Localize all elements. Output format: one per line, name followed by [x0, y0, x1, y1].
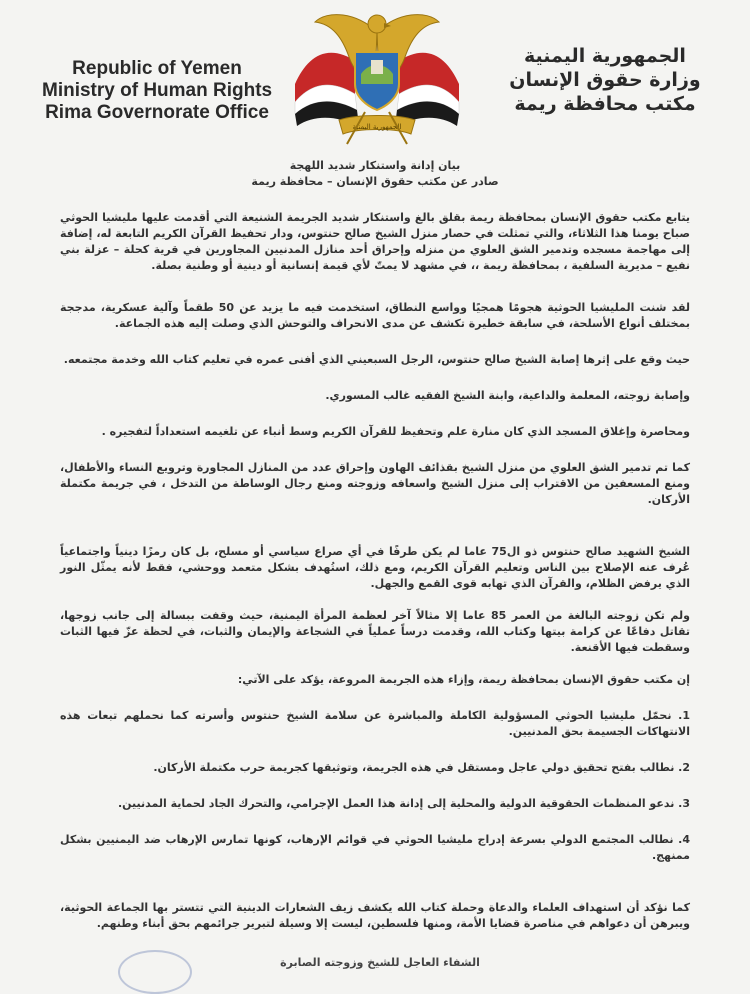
statement-subtitle: صادر عن مكتب حقوق الإنسان – محافظة ريمة: [251, 175, 499, 188]
header-en-ministry: Ministry of Human Rights: [42, 80, 273, 101]
paragraph-mosque: ومحاصرة وإغلاق المسجد الذي كان منارة علم وتحفيظ للقرآن الكريم وسط أنباء عن تلغيمه استعداداً لتفجيره .: [101, 425, 690, 438]
svg-text:الجمهورية اليمنية: الجمهورية اليمنية: [352, 123, 402, 131]
footer-line: الشفاء العاجل للشيخ وزوجته الصابرة: [280, 956, 480, 969]
paragraph-attack: لقد شنت المليشيا الحوثية هجومًا همجيًا وواسع النطاق، استخدمت فيه ما يزيد عن 50 طقماً وآلية عسكرية، مدججة بمختلف أنواع الأسلحة، في سابقة خطيرة تكشف عن مدى الانحراف والتوحش الذي وصلت إليه هذه الجماعة.: [60, 301, 691, 330]
paragraph-wife-tribute: ولم تكن زوجته البالغة من العمر 85 عاما إلا مثالاً آخر لعظمة المرأة اليمنية، حيث وقفت ببسالة إلى جانب زوجها، تقاتل دفاعًا عن كرامة بيتها وكتاب الله، وقدمت درساً عملياً في الشجاعة والإيمان والثبات، في لحظة عزّ فيها الثبات وسقطت فيها الأقنعة.: [60, 609, 691, 654]
paragraph-wife: وإصابة زوجته، المعلمة والداعية، وابنة الشيخ الفقيه غالب المسوري.: [325, 389, 690, 402]
statement-body: [60, 158, 690, 948]
paragraph-injury: حيث وقع على إثرها إصابة الشيخ صالح حنتوس، الرجل السبعيني الذي أفنى عمره في تعليم كتاب الله وخدمة مجتمعه.: [63, 353, 690, 366]
paragraph-closing: كما نؤكد أن استهداف العلماء والدعاة وحملة كتاب الله يكشف زيف الشعارات الدينية التي تتستر بها الجماعة الحوثية، ويبرهن أن دعواهم في مناصرة قضايا الأمة، ومنها فلسطين، ليست إلا وسيلة لتبرير جرائمهم بحق أبناء وطنهم.: [60, 901, 690, 930]
paragraph-sheikh: الشيخ الشهيد صالح حنتوس ذو ال75 عاما لم يكن طرفًا في أي صراع سياسي أو مسلح، بل كان رمزًا دينياً واجتماعياً عُرف عنه الإصلاح بين الناس وتعليم القرآن الكريم، ومع ذلك، استُهدف بشكل متعمد ووحشي، فقط لأنه يمثّل النور الذي يرفض الظلام، والقرآن الذي تهابه قوى القمع والجهل.: [60, 545, 690, 590]
header-arabic: [500, 44, 710, 116]
header-en-office: Rima Governorate Office: [45, 102, 269, 123]
paragraph-intro: يتابع مكتب حقوق الإنسان بمحافظة ريمة بقلق بالغ واستنكار شديد الجريمة الشنيعة التي أقدمت عليها مليشيا الحوثي صباح يومنا هذا الثلاثاء، والتي تمثلت في حصار منزل الشيخ صالح حنتوس، ودار تحفيظ القرآن الكريم التابعة له، إضافة إلى مهاجمة مسجده وتدمير الشق العلوي من منزله وإحراق أحد منازل المدنيين المجاورين في قرية كحلة – عزلة بني نفيع – مديرية السلفية ، بمحافظة ريمة ،، في مشهد لا يمتّ لأي قيمة إنسانية أو دينية أو وطنية بصلة.: [60, 211, 690, 272]
demands-list: [60, 708, 690, 864]
header-english: [42, 58, 272, 124]
header-ar-country: الجمهورية اليمنية: [524, 45, 686, 67]
header-en-country: Republic of Yemen: [72, 58, 242, 79]
paragraph-destruction: كما تم تدمير الشق العلوي من منزل الشيخ بقذائف الهاون وإحراق عدد من المنازل المجاورة وترويع النساء والأطفال، ومنع المسعفين من الاقتراب إلى منزل الشيخ واسعافه وزوجته ومنع رجال الوساطة من التدخل ، في جريمة مكتملة الأركان.: [60, 461, 690, 506]
paragraph-affirm: إن مكتب حقوق الإنسان بمحافظة ريمة، وإزاء هذه الجريمة المروعة، يؤكد على الآتي:: [237, 673, 690, 686]
yemen-eagle-emblem-icon: [287, 2, 467, 152]
list-item: 4. نطالب المجتمع الدولي بسرعة إدراج مليشيا الحوثي في قوائم الإرهاب، كونها تمارس الإرهاب ضد اليمنيين بشكل ممنهج.: [60, 833, 690, 862]
header-ar-ministry: وزارة حقوق الإنسان: [509, 69, 701, 91]
header-ar-office: مكتب محافظة ريمة: [514, 93, 696, 115]
office-stamp-icon: [118, 950, 192, 994]
list-item: 2. نطالب بفتح تحقيق دولي عاجل ومستقل في هذه الجريمة، وتوثيقها كجريمة حرب مكتملة الأركان.: [153, 761, 690, 774]
list-item: 1. نحمّل مليشيا الحوثي المسؤولية الكاملة والمباشرة عن سلامة الشيخ حنتوس وأسرته كما نحملهم تبعات هذه الانتهاكات الجسيمة بحق المدنيين.: [60, 709, 690, 738]
statement-title: بيان إدانة واستنكار شديد اللهجة: [289, 159, 461, 172]
list-item: 3. ندعو المنظمات الحقوقية الدولية والمحلية إلى إدانة هذا العمل الإجرامي، والتحرك الجاد لحماية المدنيين.: [117, 797, 690, 810]
